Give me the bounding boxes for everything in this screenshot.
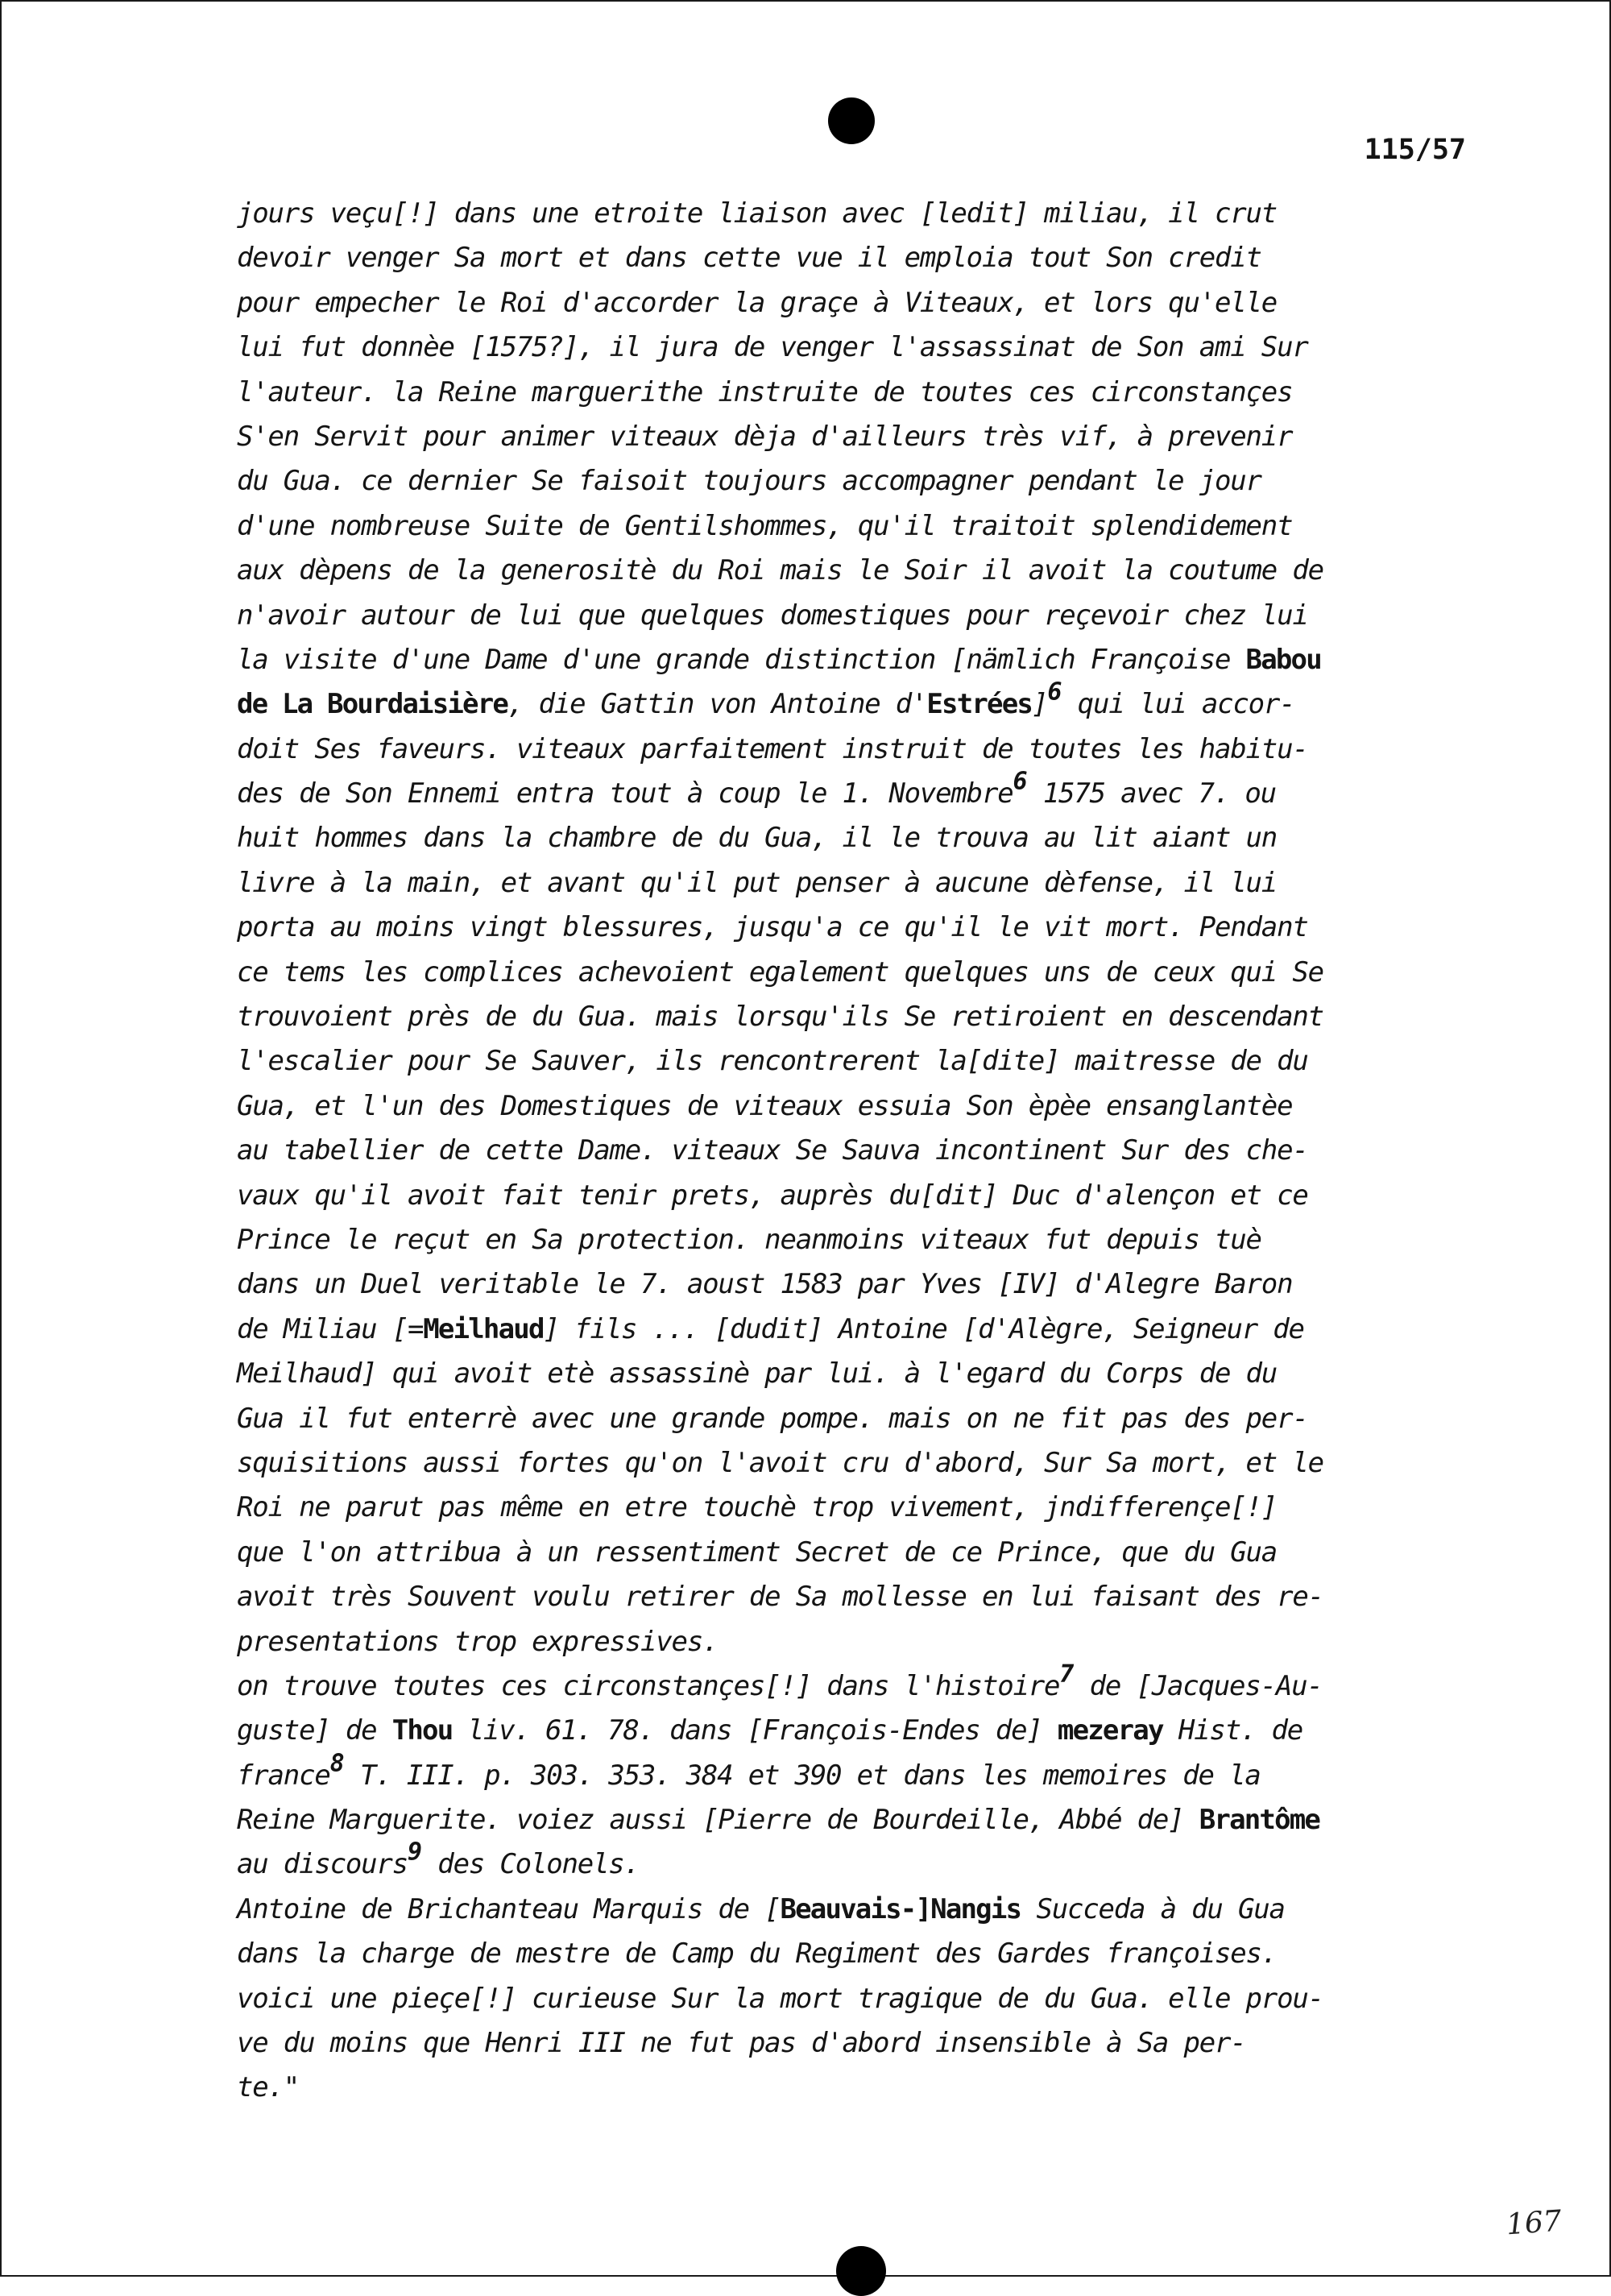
text-run: devoir venger Sa mort et dans cette vue il emploia tout Son credit	[237, 242, 1261, 275]
footnote-marker: 7	[1059, 1660, 1075, 1689]
text-line	[237, 638, 1493, 682]
bold-name: mezeray	[1057, 1714, 1163, 1747]
text-run: Succeda à du Gua	[1021, 1892, 1285, 1925]
text-line	[237, 951, 1493, 995]
text-line	[237, 1798, 1493, 1842]
text-run: presentations trop expressives.	[237, 1625, 719, 1658]
text-line	[237, 281, 1493, 325]
text-run: du Gua. ce dernier Se faisoit toujours accompagner pendant le jour	[237, 465, 1261, 498]
text-line	[237, 1749, 1493, 1798]
text-line	[237, 1218, 1493, 1262]
bold-name: Brantôme	[1199, 1804, 1320, 1837]
punch-hole-bottom	[836, 2246, 886, 2296]
text-line	[237, 995, 1493, 1039]
bold-name: Beauvais-]Nangis	[780, 1892, 1021, 1925]
text-run: de Miliau [=	[237, 1312, 424, 1345]
text-line	[237, 1262, 1493, 1307]
text-run: la visite d'une Dame d'une grande distinction [nämlich Françoise	[237, 643, 1246, 676]
text-line	[237, 1352, 1493, 1396]
text-run: l'escalier pour Se Sauver, ils rencontrerent la[dite] maitresse de du	[237, 1045, 1308, 1078]
text-run: que l'on attribua à un ressentiment Secret de ce Prince, que du Gua	[237, 1536, 1278, 1569]
text-run: dans un Duel veritable le 7. aoust 1583 par Yves [IV] d'Alegre Baron	[237, 1268, 1293, 1301]
text-run: S'en Servit pour animer viteaux dèja d'ailleurs très vif, à prevenir	[237, 420, 1293, 453]
text-run: ce tems les complices achevoient egalement quelques uns de ceux qui Se	[237, 955, 1323, 988]
text-line	[237, 1397, 1493, 1441]
text-run: avoit très Souvent voulu retirer de Sa mollesse en lui faisant des re-	[237, 1581, 1323, 1614]
text-run: pour empecher le Roi d'accorder la graçe à Viteaux, et lors qu'elle	[237, 286, 1278, 319]
bold-name: Thou	[391, 1714, 453, 1747]
text-run: ]	[1032, 688, 1048, 721]
text-line	[237, 1531, 1493, 1575]
text-line	[237, 1129, 1493, 1173]
text-line	[237, 1709, 1493, 1753]
text-line	[237, 549, 1493, 593]
text-line	[237, 415, 1493, 459]
text-run: aux dèpens de la generositè du Roi mais le Soir il avoit la coutume de	[237, 554, 1323, 587]
text-run: dans la charge de mestre de Camp du Regiment des Gardes françoises.	[237, 1938, 1278, 1971]
text-run: des de Son Ennemi entra tout à coup le 1. Novembre	[237, 777, 1013, 810]
text-line	[237, 1977, 1493, 2021]
text-line	[237, 1660, 1493, 1709]
text-run: au discours	[237, 1848, 408, 1881]
text-line	[237, 1039, 1493, 1084]
text-line	[237, 2021, 1493, 2066]
text-run: livre à la main, et avant qu'il put penser à aucune dèfense, il lui	[237, 866, 1278, 899]
text-line	[237, 371, 1493, 415]
text-line	[237, 816, 1493, 860]
footnote-marker: 9	[407, 1838, 423, 1867]
text-run: , die Gattin von Antoine d'	[507, 688, 927, 721]
footnote-marker: 6	[1047, 678, 1062, 707]
bold-name: Babou	[1245, 643, 1321, 676]
text-line	[237, 192, 1493, 236]
text-run: d'une nombreuse Suite de Gentilshommes, qu'il traitoit splendidement	[237, 509, 1293, 542]
footnote-marker: 8	[329, 1749, 345, 1778]
text-line	[237, 906, 1493, 950]
text-line	[237, 2066, 1493, 2110]
text-line	[237, 236, 1493, 280]
text-run: squisitions aussi fortes qu'on l'avoit cru d'abord, Sur Sa mort, et le	[237, 1446, 1323, 1479]
text-run: Reine Marguerite. voiez aussi [Pierre de Bourdeille, Abbé de]	[237, 1804, 1199, 1837]
text-run: n'avoir autour de lui que quelques domestiques pour reçevoir chez lui	[237, 599, 1308, 632]
text-run: huit hommes dans la chambre de du Gua, il le trouva au lit aiant un	[237, 822, 1278, 855]
punch-hole-top	[828, 97, 875, 144]
text-run: 1575 avec 7. ou	[1027, 777, 1276, 810]
text-run: Meilhaud] qui avoit etè assassinè par lui. à l'egard du Corps de du	[237, 1357, 1278, 1390]
text-line	[237, 678, 1493, 727]
text-line	[237, 1486, 1493, 1530]
bold-name: de La Bourdaisière	[237, 688, 508, 721]
text-line	[237, 1575, 1493, 1619]
text-line	[237, 1084, 1493, 1129]
text-run: au tabellier de cette Dame. viteaux Se Sauva incontinent Sur des che-	[237, 1134, 1308, 1167]
body-text	[237, 192, 1493, 2111]
text-run: doit Ses faveurs. viteaux parfaitement instruit de toutes les habitu-	[237, 732, 1308, 765]
text-run: T. III. p. 303. 353. 384 et 390 et dans les memoires de la	[344, 1759, 1261, 1792]
text-line	[237, 459, 1493, 504]
text-run: Hist. de	[1162, 1714, 1303, 1747]
text-line	[237, 1932, 1493, 1976]
text-line	[237, 727, 1493, 772]
text-run: Antoine de Brichanteau Marquis de [	[237, 1892, 781, 1925]
text-run: Roi ne parut pas même en etre touchè trop vivement, jndifferençe[!]	[237, 1491, 1278, 1524]
text-run: france	[237, 1759, 330, 1792]
text-run: l'auteur. la Reine marguerithe instruite de toutes ces circonstançes	[237, 375, 1293, 408]
archive-handwritten-number: 167	[1505, 2204, 1563, 2242]
text-run: on trouve toutes ces circonstançes[!] dans l'histoire	[237, 1669, 1060, 1702]
text-line	[237, 1174, 1493, 1218]
text-run: ] fils ... [dudit] Antoine [d'Alègre, Seigneur de	[543, 1312, 1304, 1345]
footnote-marker: 6	[1013, 767, 1028, 796]
text-run: de [Jacques-Au-	[1074, 1669, 1323, 1702]
text-run: ve du moins que Henri III ne fut pas d'abord insensible à Sa per-	[237, 2027, 1246, 2060]
text-line	[237, 767, 1493, 816]
text-run: guste] de	[237, 1714, 392, 1747]
text-run: Gua, et l'un des Domestiques de viteaux essuia Son èpèe ensanglantèe	[237, 1089, 1293, 1122]
text-line	[237, 325, 1493, 370]
text-run: vaux qu'il avoit fait tenir prets, auprès du[dit] Duc d'alençon et ce	[237, 1179, 1308, 1212]
text-run: Prince le reçut en Sa protection. neanmoins viteaux fut depuis tuè	[237, 1223, 1261, 1256]
text-run: lui fut donnèe [1575?], il jura de venger l'assassinat de Son ami Sur	[237, 331, 1308, 364]
text-line	[237, 861, 1493, 906]
text-line	[237, 1441, 1493, 1486]
text-run: Gua il fut enterrè avec une grande pompe. mais on ne fit pas des per-	[237, 1402, 1308, 1435]
text-run: voici une pieçe[!] curieuse Sur la mort tragique de du Gua. elle prou-	[237, 1982, 1323, 2015]
text-run: te."	[237, 2071, 300, 2104]
text-line	[237, 1620, 1493, 1664]
text-run: porta au moins vingt blessures, jusqu'a ce qu'il le vit mort. Pendant	[237, 911, 1308, 944]
text-run: liv. 61. 78. dans [François-Endes de]	[452, 1714, 1058, 1747]
text-run: qui lui accor-	[1062, 688, 1295, 721]
page-number: 115/57	[1364, 134, 1466, 166]
text-line	[237, 594, 1493, 638]
text-line	[237, 1888, 1493, 1932]
text-line	[237, 504, 1493, 549]
text-line	[237, 1308, 1493, 1352]
text-line	[237, 1838, 1493, 1887]
text-run: des Colonels.	[422, 1848, 640, 1881]
bold-name: Meilhaud	[423, 1312, 544, 1345]
bold-name: Estrées	[926, 688, 1033, 721]
text-run: trouvoient près de du Gua. mais lorsqu'ils Se retiroient en descendant	[237, 1001, 1323, 1034]
text-run: jours veçu[!] dans une etroite liaison avec [ledit] miliau, il crut	[237, 197, 1278, 230]
